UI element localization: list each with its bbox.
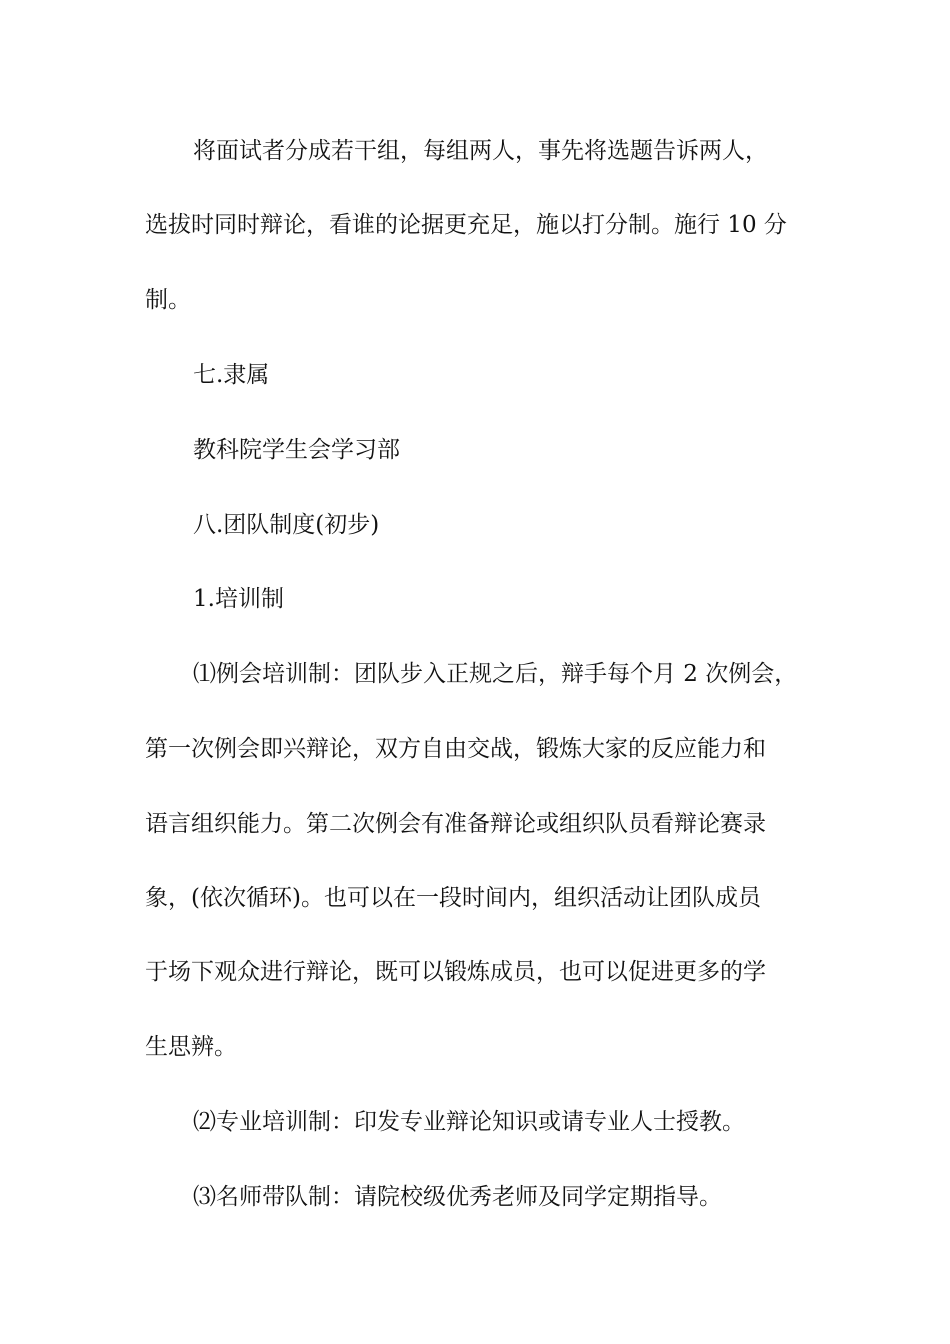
section-heading-7: 七.隶属 — [193, 362, 270, 388]
paragraph-line-14: ⑵专业培训制：印发专业辩论知识或请专业人士授教。 — [193, 1109, 745, 1135]
affiliation-text: 教科院学生会学习部 — [193, 437, 400, 463]
paragraph-line-13: 生思辨。 — [145, 1034, 237, 1060]
section-heading-8: 八.团队制度(初步) — [193, 512, 380, 538]
paragraph-line-3: 制。 — [145, 287, 191, 313]
paragraph-line-9: 第一次例会即兴辩论，双方自由交战，锻炼大家的反应能力和 — [145, 736, 766, 762]
paragraph-line-12: 于场下观众进行辩论，既可以锻炼成员，也可以促进更多的学 — [145, 959, 766, 985]
paragraph-line-2: 选拔时同时辩论，看谁的论据更充足，施以打分制。施行 10 分 — [145, 212, 787, 238]
paragraph-line-11: 象，(依次循环)。也可以在一段时间内，组织活动让团队成员 — [145, 885, 761, 911]
paragraph-line-8: ⑴例会培训制：团队步入正规之后，辩手每个月 2 次例会， — [193, 661, 798, 687]
paragraph-line-1: 将面试者分成若干组，每组两人，事先将选题告诉两人， — [193, 138, 768, 164]
subsection-heading-1: 1.培训制 — [193, 586, 284, 612]
paragraph-line-10: 语言组织能力。第二次例会有准备辩论或组织队员看辩论赛录 — [145, 811, 766, 837]
paragraph-line-15: ⑶名师带队制：请院校级优秀老师及同学定期指导。 — [193, 1184, 722, 1210]
